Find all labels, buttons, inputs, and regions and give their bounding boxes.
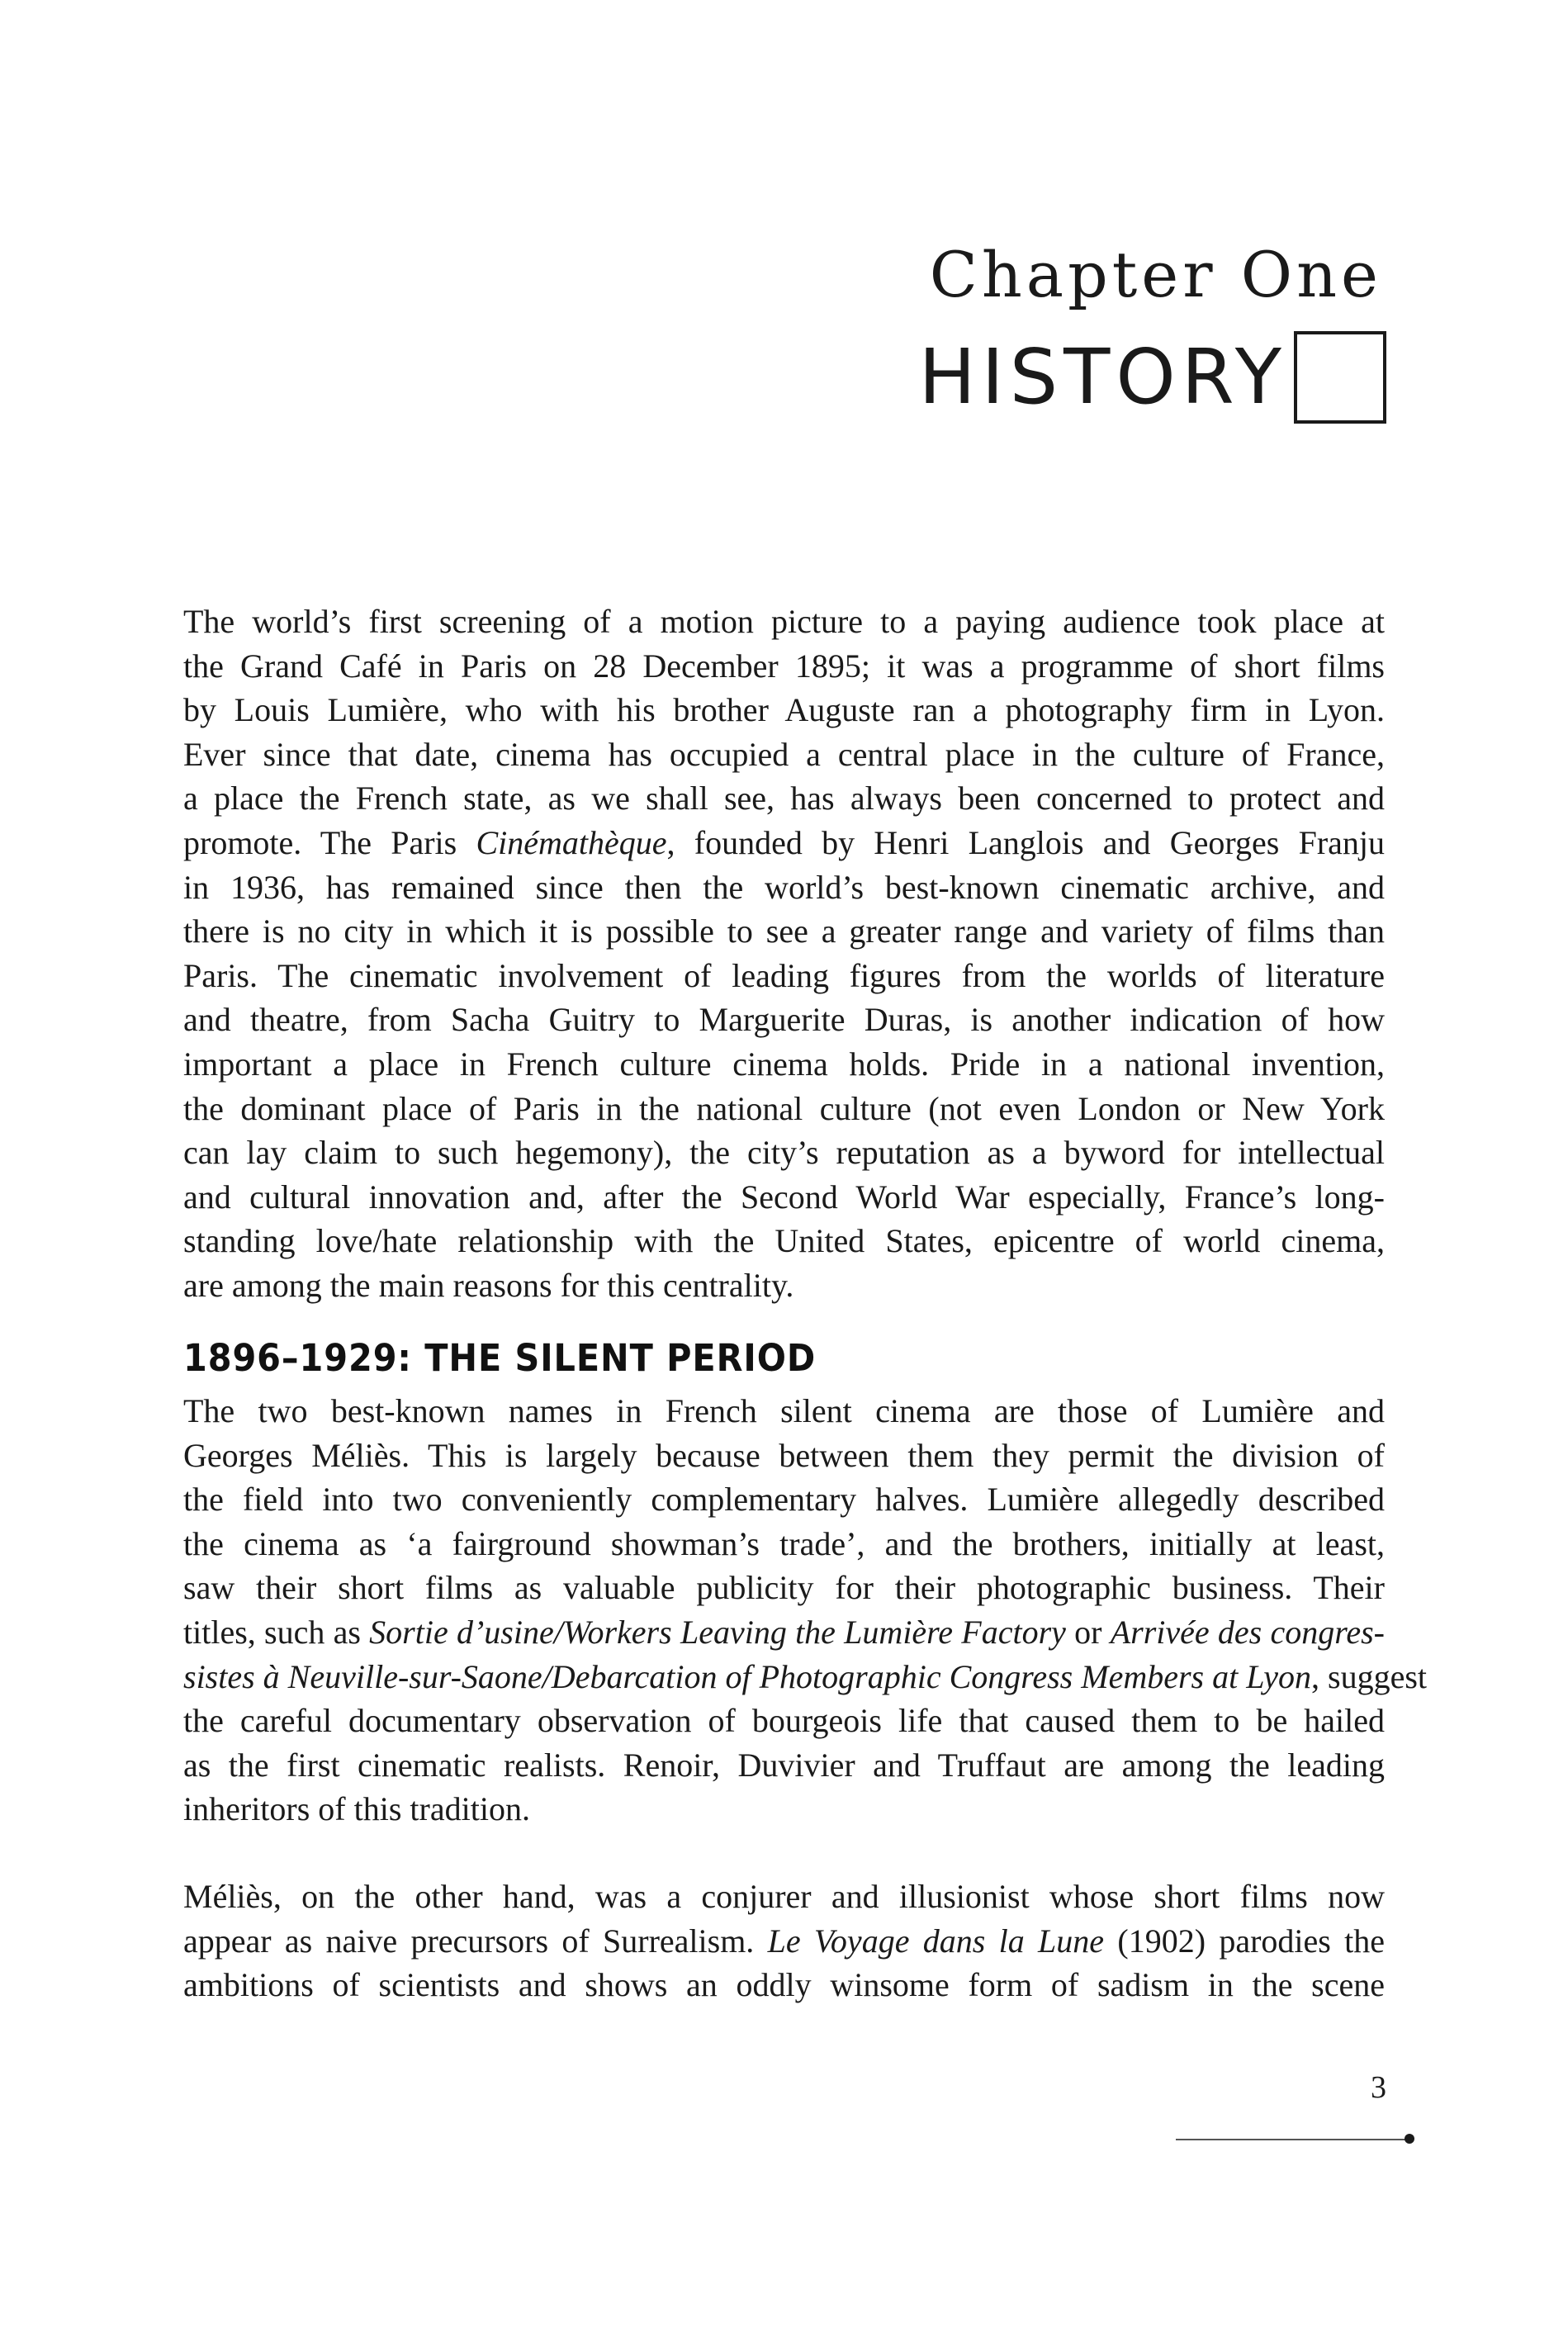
text-line: and theatre, from Sacha Guitry to Marguerite Duras, is another indication of how xyxy=(183,1001,1385,1039)
text-line: The two best-known names in French silent cinema are those of Lumière and xyxy=(183,1392,1385,1429)
text-line: promote. The Paris Cinémathèque, founded by Henri Langlois and Georges Franju xyxy=(183,823,1386,861)
intro-paragraph xyxy=(183,600,1385,1308)
chapter-label: Chapter One xyxy=(929,238,1382,311)
text-line: the careful documentary observation of bourgeois life that caused them to be hailed xyxy=(183,1702,1385,1740)
section-paragraph-1 xyxy=(183,1389,1428,1832)
film-title: Arrivée des congres- xyxy=(1110,1613,1385,1651)
text-line: sistes à Neuville-sur-Saone/Debarcation of Photographic Congress Members at Lyon, suggest xyxy=(183,1657,1428,1695)
film-title: sistes à Neuville-sur-Saone/Debarcation of Photographic Congress Members at Lyon xyxy=(183,1657,1312,1695)
film-title: Sortie d’usine/Workers Leaving the Lumière Factory xyxy=(369,1613,1066,1651)
page-number: 3 xyxy=(1371,2070,1386,2105)
text-line: important a place in French culture cinema holds. Pride in a national invention, xyxy=(183,1045,1385,1083)
text-line: Ever since that date, cinema has occupied a central place in the culture of France, xyxy=(183,735,1385,773)
text-line: The world’s first screening of a motion picture to a paying audience took place at xyxy=(183,603,1385,640)
text-line: appear as naive precursors of Surrealism. Le Voyage dans la Lune (1902) parodies the xyxy=(183,1922,1386,1960)
chapter-title-row xyxy=(918,329,1386,426)
text-line: the cinema as ‘a fairground showman’s trade’, and the brothers, initially at least, xyxy=(183,1524,1385,1562)
chapter-title-box-ornament xyxy=(1294,331,1386,424)
cinematheque-title: Cinémathèque xyxy=(476,823,667,861)
text-line: the Grand Café in Paris on 28 December 1895; it was a programme of short films xyxy=(183,647,1385,685)
footer-rule xyxy=(1176,2139,1411,2140)
section-paragraph-2 xyxy=(183,1874,1385,2007)
film-title: Le Voyage dans la Lune xyxy=(767,1922,1105,1960)
text-line: and cultural innovation and, after the Second World War especially, France’s long- xyxy=(183,1178,1385,1216)
text-line: saw their short films as valuable publicity for their photographic business. Their xyxy=(183,1569,1385,1607)
text-line: can lay claim to such hegemony), the city’s reputation as a byword for intellectual xyxy=(183,1134,1385,1172)
text-line: there is no city in which it is possible to see a greater range and variety of films than xyxy=(183,912,1385,950)
chapter-title: HISTORY xyxy=(918,333,1287,421)
text-line: as the first cinematic realists. Renoir, Duvivier and Truffaut are among the leading xyxy=(183,1746,1385,1784)
text-line: a place the French state, as we shall see, has always been concerned to protect and xyxy=(183,780,1385,818)
text-line: by Louis Lumière, who with his brother Auguste ran a photography firm in Lyon. xyxy=(183,691,1385,729)
text-line: in 1936, has remained since then the world’s best-known cinematic archive, and xyxy=(183,868,1385,906)
footer-dot-ornament xyxy=(1405,2134,1414,2144)
text-line: standing love/hate relationship with the United States, epicentre of world cinema, xyxy=(183,1222,1385,1260)
text-line: Paris. The cinematic involvement of leading figures from the worlds of literature xyxy=(183,956,1385,994)
text-line: Georges Méliès. This is largely because between them they permit the division of xyxy=(183,1436,1385,1474)
text-line: are among the main reasons for this centrality. xyxy=(183,1266,794,1304)
section-heading: 1896–1929: THE SILENT PERIOD xyxy=(183,1336,817,1380)
text-line: inheritors of this tradition. xyxy=(183,1790,530,1828)
text-line: titles, such as Sortie d’usine/Workers Leaving the Lumière Factory or Arrivée des congres- xyxy=(183,1613,1385,1651)
text-line: Méliès, on the other hand, was a conjurer and illusionist whose short films now xyxy=(183,1878,1385,1915)
text-line: ambitions of scientists and shows an oddly winsome form of sadism in the scene xyxy=(183,1966,1385,2004)
text-line: the dominant place of Paris in the national culture (not even London or New York xyxy=(183,1089,1385,1127)
text-line: the field into two conveniently complementary halves. Lumière allegedly described xyxy=(183,1481,1385,1519)
